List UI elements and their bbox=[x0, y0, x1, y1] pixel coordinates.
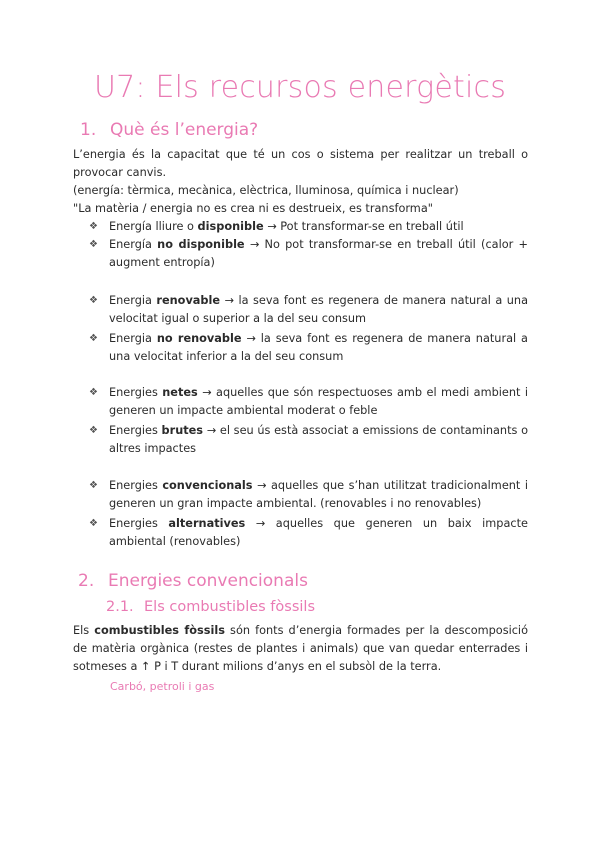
bullet-text: → la seva font es regenera de manera natural a una velocitat inferior a la del seu consum bbox=[109, 332, 528, 363]
section-1-heading bbox=[80, 120, 258, 140]
bullet-term: no disponible bbox=[157, 238, 245, 251]
bullet-text: Energia bbox=[109, 332, 157, 345]
bullet-text: → No pot transformar-se en treball útil (calor + augment entropía) bbox=[109, 238, 528, 269]
quote-line: "La matèria / energia no es crea ni es destrueix, es transforma" bbox=[73, 202, 433, 215]
section-2-1-heading bbox=[106, 599, 315, 615]
section-2-1-number: 2.1. bbox=[106, 599, 134, 615]
page-title: U7: Els recursos energètics bbox=[93, 70, 507, 105]
bullet-term: netes bbox=[162, 386, 198, 399]
bullet-term: no renovable bbox=[156, 332, 242, 345]
section-1-title: Què és l’energia? bbox=[110, 120, 259, 140]
fossil-paragraph bbox=[73, 622, 528, 676]
diamond-bullet-icon: ❖ bbox=[89, 387, 98, 398]
bullet-text: → la seva font es regenera de manera natural a una velocitat igual o superior a la del seu consum bbox=[109, 294, 528, 325]
diamond-bullet-icon: ❖ bbox=[89, 295, 98, 306]
bullet-term: brutes bbox=[161, 424, 204, 437]
bullet-item bbox=[91, 218, 528, 236]
bullet-text: → aquelles que són respectuoses amb el medi ambient i generen un impacte ambiental moderat o feble bbox=[109, 386, 528, 417]
diamond-bullet-icon: ❖ bbox=[89, 333, 98, 344]
bullet-term: alternatives bbox=[168, 517, 246, 530]
bullet-text: → el seu ús està associat a emissions de contaminants o altres impactes bbox=[109, 424, 529, 455]
diamond-bullet-icon: ❖ bbox=[89, 425, 98, 436]
bullet-text: Energía lliure o bbox=[109, 220, 198, 233]
section-2-title: Energies convencionals bbox=[108, 571, 308, 591]
diamond-bullet-icon: ❖ bbox=[89, 480, 98, 491]
bullet-text: Energía bbox=[109, 238, 158, 251]
bullet-text: → Pot transformar-se en treball útil bbox=[263, 220, 464, 233]
paragraph-text: són fonts d’energia formades per la descomposició de matèria orgànica (restes de plantes i animals) que van quedar enterrades i sotmeses a ↑ P i T durant milions d’anys en el subsòl de la terra. bbox=[73, 624, 528, 673]
diamond-bullet-icon: ❖ bbox=[89, 239, 98, 250]
bullet-text: Energies bbox=[109, 386, 163, 399]
bullet-term: convencionals bbox=[162, 479, 253, 492]
examples-note: Carbó, petroli i gas bbox=[110, 680, 215, 693]
bullet-text: → aquelles que s’han utilitzat tradicionalment i generen un gran impacte ambiental. (renovables i no renovables) bbox=[109, 479, 528, 510]
bullet-item bbox=[91, 292, 528, 328]
bullet-item bbox=[91, 236, 528, 272]
bullet-text: → aquelles que generen un baix impacte ambiental (renovables) bbox=[109, 517, 528, 548]
bullet-text: Energies bbox=[109, 424, 162, 437]
paragraph-term: combustibles fòssils bbox=[94, 624, 225, 637]
bullet-item bbox=[91, 330, 528, 366]
section-2-number: 2. bbox=[78, 571, 95, 591]
section-1-number: 1. bbox=[80, 120, 97, 140]
section-2-1-title: Els combustibles fòssils bbox=[144, 599, 315, 615]
bullet-term: renovable bbox=[156, 294, 221, 307]
section-2-heading bbox=[78, 571, 308, 591]
energy-types-line: (energía: tèrmica, mecànica, elèctrica, lluminosa, química i nuclear) bbox=[73, 184, 459, 197]
bullet-item bbox=[91, 384, 528, 420]
bullet-term: disponible bbox=[197, 220, 264, 233]
bullet-text: Energies bbox=[109, 479, 163, 492]
bullet-item bbox=[91, 422, 528, 458]
bullet-text: Energia bbox=[109, 294, 157, 307]
intro-paragraph: L’energia és la capacitat que té un cos o sistema per realitzar un treball o provocar canvis. bbox=[73, 148, 528, 179]
paragraph-text: Els bbox=[73, 624, 95, 637]
diamond-bullet-icon: ❖ bbox=[89, 221, 98, 232]
diamond-bullet-icon: ❖ bbox=[89, 518, 98, 529]
bullet-text: Energies bbox=[109, 517, 169, 530]
bullet-item bbox=[91, 515, 528, 551]
bullet-item bbox=[91, 477, 528, 513]
